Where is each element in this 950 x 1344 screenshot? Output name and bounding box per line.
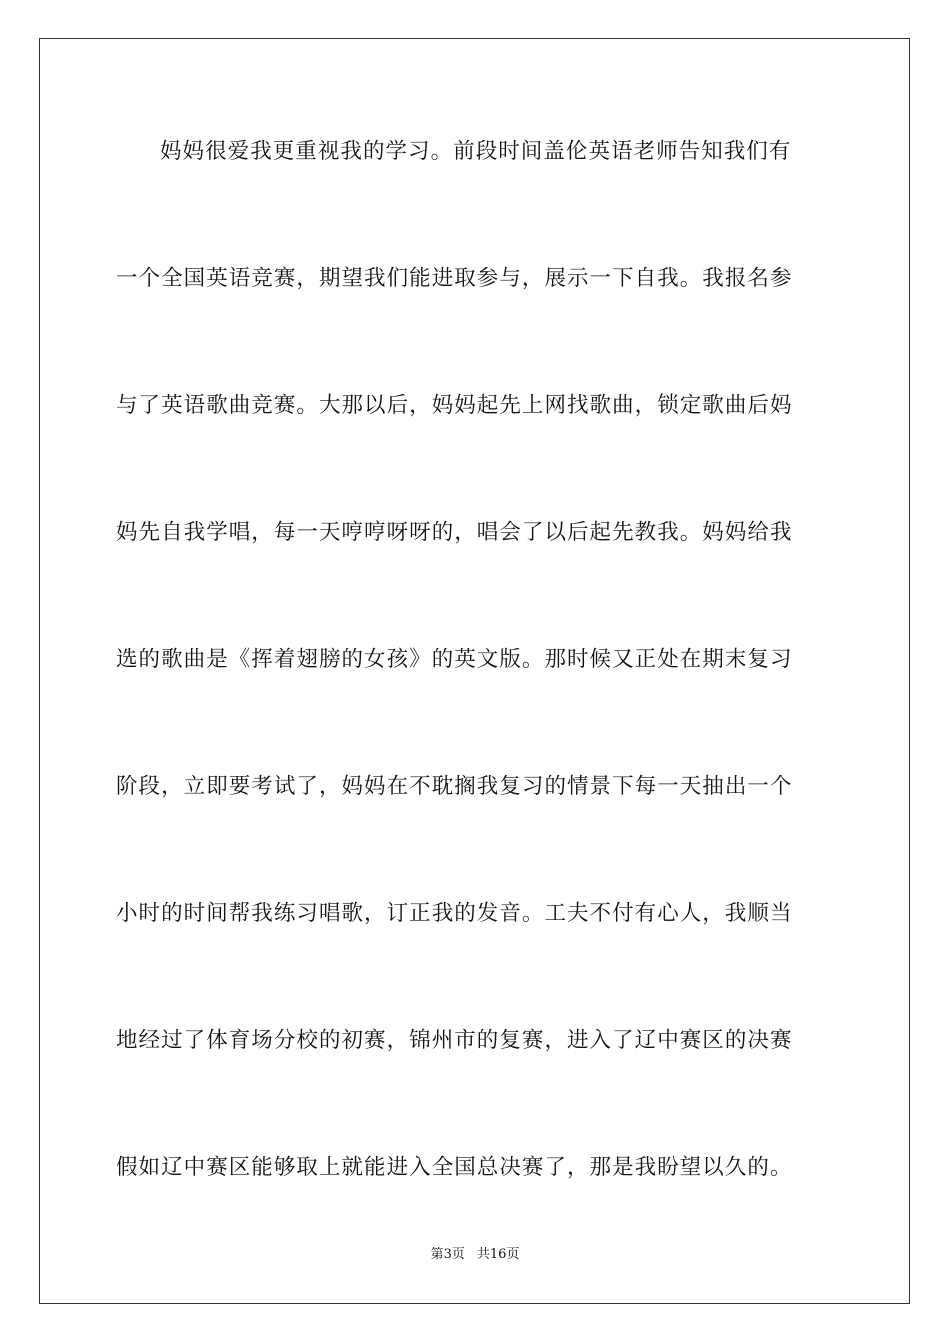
text-line: 妈妈很爱我更重视我的学习。前段时间盖伦英语老师告知我们有 (160, 139, 792, 164)
text-line: 一个全国英语竞赛，期望我们能进取参与，展示一下自我。我报名参 (116, 266, 793, 291)
body-paragraph (116, 126, 834, 1269)
text-line: 与了英语歌曲竞赛。大那以后，妈妈起先上网找歌曲，锁定歌曲后妈 (116, 393, 793, 418)
text-line: 阶段，立即要考试了，妈妈在不耽搁我复习的情景下每一天抽出一个 (116, 774, 793, 799)
page-footer (0, 1245, 950, 1265)
text-line: 小时的时间帮我练习唱歌，订正我的发音。工夫不付有心人，我顺当 (116, 901, 793, 926)
page-total: 共16页 (476, 1247, 520, 1262)
text-line: 选的歌曲是《挥着翅膀的女孩》的英文版。那时候又正处在期末复习 (116, 647, 793, 672)
text-line: 地经过了体育场分校的初赛，锦州市的复赛，进入了辽中赛区的决赛 (116, 1028, 793, 1053)
text-line: 妈先自我学唱，每一天哼哼呀呀的，唱会了以后起先教我。妈妈给我 (116, 520, 793, 545)
text-line: 假如辽中赛区能够取上就能进入全国总决赛了，那是我盼望以久的。 (116, 1155, 793, 1180)
page-number: 第3页 (430, 1247, 465, 1262)
